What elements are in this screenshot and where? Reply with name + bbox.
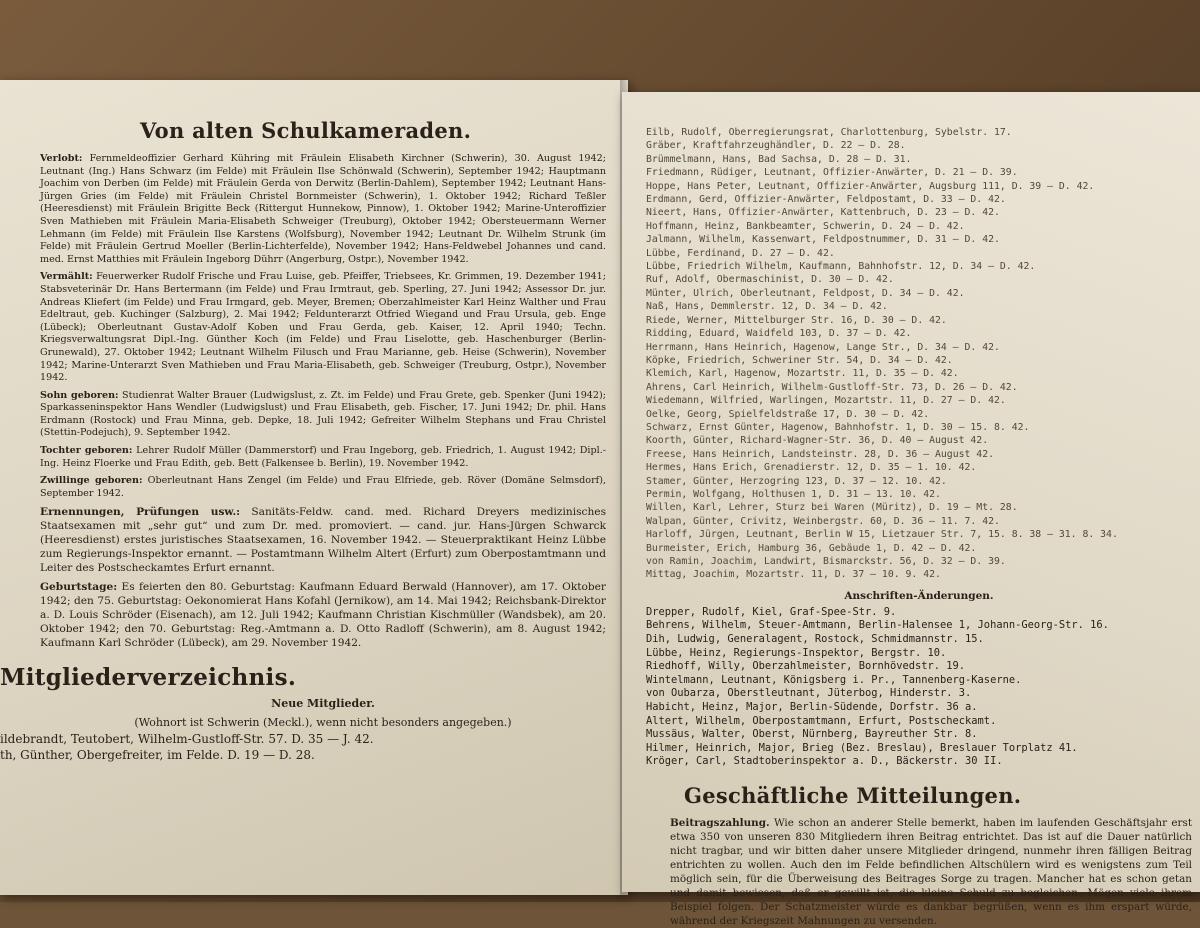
announcement-text: Oberleutnant Hans Zengel (im Felde) und Frau Elfriede, geb. Röver (Domäne Selmsdorf), September 1942. xyxy=(40,475,606,499)
address-changes-list xyxy=(646,606,1192,769)
roster-entry: Oelke, Georg, Spielfeldstraße 17, D. 30 — D. 42. xyxy=(646,408,930,420)
announcements-list xyxy=(40,153,606,650)
announcement-text: Feuerwerker Rudolf Frische und Frau Luise, geb. Pfeiffer, Triebsees, Kr. Grimmen, 19. Dezember 1941; Stabsveterinär Dr. Hans Bertermann (im Felde) und Frau Irmtraut, geb. Sperling, 27. Juni 1942; Assessor Dr. jur. Andreas Kliefert (im Felde) und Frau Irmgard, geb. Meyer, Bremen; Oberzahlmeister Karl Heinz Walther und Frau Edeltraut, geb. Kuchinger (Salzburg), 2. Mai 1942; Feldunterarzt Otfried Wiegand und Frau Ursula, geb. Enge (Lübeck); Oberleutnant Gustav-Adolf Koben und Frau Gerda, geb. Kaiser, 12. April 1940; Techn. Kriegsverwaltungsrat Dipl.-Ing. Günther Koch (im Felde) und Frau Liselotte, geb. Haschenburger (Berlin-Grunewald), 27. Oktober 1942; Leutnant Wilhelm Filusch und Frau Marianne, geb. Heise (Schwerin), November 1942; Marine-Unterarzt Sven Mathieben und Frau Maria-Elisabeth, geb. Schweiger (Treuburg, Ostpr.), November 1942. xyxy=(40,271,606,384)
roster-entry: Friedmann, Rüdiger, Leutnant, Offizier-Anwärter, D. 21 — D. 39. xyxy=(646,167,1018,179)
announcement-entry xyxy=(40,505,606,575)
roster-entry: Klemich, Karl, Hagenow, Mozartstr. 11, D. 35 — D. 42. xyxy=(646,368,959,380)
announcement-text: Fernmeldeoffizier Gerhard Kühring mit Fräulein Elisabeth Kirchner (Schwerin), 30. August 1942; Leutnant (Ing.) Hans Schwarz (im Felde) mit Fräulein Ilse Schönwald (Schwerin), September 1942; Hauptmann Joachim von Derben (im Felde) mit Fräulein Gerda von Derwitz (Berlin-Dahlem), September 1942; Leutnant Hans-Jürgen Gries (im Felde) mit Fräulein Christel Bornmeister (Schwerin), 1. Oktober 1942; Richard Teßler (Heeresdienst) mit Fräulein Brigitte Beck (Rittergut Hunnekow, Pinnow), 1. Oktober 1942; Marine-Unteroffizier Sven Mathieben mit Fräulein Maria-Elisabeth Schweiger (Treuburg), Oktober 1942; Obersteuermann Werner Lehmann (im Felde) mit Fräulein Ilse Karstens (Wolfsburg), November 1942; Leutnant Dr. Wilhelm Strunk (im Felde) mit Fräulein Gertrud Moeller (Berlin-Lichterfelde), November 1942; Hans-Feldwebel Johannes und cand. med. Ernst Matthies mit Fräulein Ingeborg Dührr (Angerburg, Ostpr.), November 1942. xyxy=(40,153,606,265)
roster-entry: Lübbe, Ferdinand, D. 27 — D. 42. xyxy=(646,247,835,259)
address-change-entry: Hilmer, Heinrich, Major, Brieg (Bez. Breslau), Breslauer Torplatz 41. xyxy=(646,741,1078,754)
roster-entry: Naß, Hans, Demmlerstr. 12, D. 34 — D. 42. xyxy=(646,301,888,313)
announcement-text: Es feierten den 80. Geburtstag: Kaufmann Eduard Berwald (Hannover), am 17. Oktober 1942; den 75. Geburtstag: Oekonomierat Hans Kofahl (Jernikow), am 14. Mai 1942; Reichsbank-Direktor a. D. Louis Schröder (Eisenach), am 12. Juli 1942; Kaufmann Christian Kischmüller (Wandsbek), am 20. Oktober 1942; den 70. Geburtstag: Reg.-Amtmann a. D. Otto Radloff (Schwerin), am 8. August 1942; Kaufmann Karl Schröder (Lübeck), am 29. November 1942. xyxy=(40,581,606,650)
roster-entry: Gräber, Kraftfahrzeughändler, D. 22 — D. 28. xyxy=(646,140,906,152)
roster-entry: Hermes, Hans Erich, Grenadierstr. 12, D. 35 — 1. 10. 42. xyxy=(646,462,977,474)
roster-entry: Jalmann, Wilhelm, Kassenwart, Feldpostnummer, D. 31 — D. 42. xyxy=(646,234,1000,246)
announcement-entry xyxy=(40,153,606,266)
announcement-label: Sohn geboren: xyxy=(40,389,119,401)
roster-entry: Walpan, Günter, Crivitz, Weinbergstr. 60, D. 36 — 11. 7. 42. xyxy=(646,515,1000,527)
roster-entry: Ruf, Adolf, Obermaschinist, D. 30 — D. 42. xyxy=(646,274,894,286)
business-notices-heading: Geschäftliche Mitteilungen. xyxy=(684,782,1022,808)
address-change-entry: Wintelmann, Leutnant, Königsberg i. Pr., Tannenberg-Kaserne. xyxy=(646,673,1022,686)
contribution-label: Beitragszahlung. xyxy=(670,816,770,829)
address-change-entry: Drepper, Rudolf, Kiel, Graf-Spee-Str. 9. xyxy=(646,605,897,618)
address-change-entry: von Oubarza, Oberstleutnant, Jüterbog, Hinderstr. 3. xyxy=(646,687,972,700)
residence-note: (Wohnort ist Schwerin (Meckl.), wenn nicht besonders angegeben.) xyxy=(134,716,512,730)
announcement-label: Zwillinge geboren: xyxy=(40,475,143,487)
roster-entry: Burmeister, Erich, Hamburg 36, Gebäude 1, D. 42 — D. 42. xyxy=(646,542,977,554)
roster-entry: Ridding, Eduard, Waidfeld 103, D. 37 — D. 42. xyxy=(646,328,912,340)
announcement-entry xyxy=(40,445,606,470)
announcement-label: Vermählt: xyxy=(40,271,93,283)
roster-entry: Nieert, Hans, Offizier-Anwärter, Kattenbruch, D. 23 — D. 42. xyxy=(646,207,1000,219)
new-members-list xyxy=(0,731,606,763)
right-page xyxy=(622,92,1200,927)
roster-entry: Köpke, Friedrich, Schweriner Str. 54, D. 34 — D. 42. xyxy=(646,354,953,366)
roster-entry: Hoffmann, Heinz, Bankbeamter, Schwerin, D. 24 — D. 42. xyxy=(646,220,965,232)
roster-entry: Hoppe, Hans Peter, Leutnant, Offizier-Anwärter, Augsburg 111, D. 39 — D. 42. xyxy=(646,180,1095,192)
roster-entry: Herrmann, Hans Heinrich, Hagenow, Lange Str., D. 34 — D. 42. xyxy=(646,341,1000,353)
roster-entry: Eilb, Rudolf, Oberregierungsrat, Charlottenburg, Sybelstr. 17. xyxy=(646,127,1012,138)
member-entry: ildebrandt, Teutobert, Wilhelm-Gustloff-Str. 57. D. 35 — J. 42. xyxy=(0,732,374,747)
announcement-label: Geburtstage: xyxy=(40,581,118,594)
contribution-paragraph xyxy=(670,816,1192,928)
roster-entry: Wiedemann, Wilfried, Warlingen, Mozartstr. 11, D. 27 — D. 42. xyxy=(646,395,1006,407)
address-changes-heading: Anschriften-Änderungen. xyxy=(844,589,994,602)
new-members-subheading: Neue Mitglieder. xyxy=(271,697,375,711)
school-friends-heading: Von alten Schulkameraden. xyxy=(140,118,472,143)
member-entry: th, Günther, Obergefreiter, im Felde. D. 19 — D. 28. xyxy=(0,748,315,763)
address-change-entry: Lübbe, Heinz, Regierungs-Inspektor, Bergstr. 10. xyxy=(646,646,947,659)
announcement-entry xyxy=(40,580,606,650)
roster-entry: Harloff, Jürgen, Leutnant, Berlin W 15, Lietzauer Str. 7, 15. 8. 38 — 31. 8. 34. xyxy=(646,529,1118,541)
announcement-entry xyxy=(40,271,606,384)
left-page xyxy=(0,80,628,895)
announcement-entry xyxy=(40,390,606,440)
roster-entry: von Ramin, Joachim, Landwirt, Bismarckstr. 56, D. 32 — D. 39. xyxy=(646,556,1006,567)
member-roster xyxy=(646,126,1192,582)
announcement-label: Verlobt: xyxy=(40,153,83,164)
roster-entry: Freese, Hans Heinrich, Landsteinstr. 28, D. 36 — August 42. xyxy=(646,448,994,460)
roster-entry: Erdmann, Gerd, Offizier-Anwärter, Feldpostamt, D. 33 — D. 42. xyxy=(646,194,1006,206)
roster-entry: Stamer, Günter, Herzogring 123, D. 37 — 12. 10. 42. xyxy=(646,475,947,487)
roster-entry: Willen, Karl, Lehrer, Sturz bei Waren (Müritz), D. 19 — Mt. 28. xyxy=(646,502,1018,514)
announcement-label: Ernennungen, Prüfungen usw.: xyxy=(40,506,241,519)
roster-entry: Mittag, Joachim, Mozartstr. 11, D. 37 — 10. 9. 42. xyxy=(646,569,941,581)
announcement-text: Studienrat Walter Brauer (Ludwigslust, z. Zt. im Felde) und Frau Grete, geb. Spenker (Juni 1942); Sparkasseninspektor Hans Wendler (Ludwigslust) und Frau Elisabeth, geb. Fischer, 17. Juni 1942; Dr. phil. Hans Erdmann (Rostock) und Frau Minna, geb. Depke, 18. Juli 1942; Gefreiter Wilhelm Stephans und Frau Christel (Stettin-Podejuch), 9. September 1942. xyxy=(40,389,606,439)
address-change-entry: Dih, Ludwig, Generalagent, Rostock, Schmidmannstr. 15. xyxy=(646,633,984,645)
roster-entry: Riede, Werner, Mittelburger Str. 16, D. 30 — D. 42. xyxy=(646,314,947,326)
announcement-label: Tochter geboren: xyxy=(40,445,133,457)
roster-entry: Münter, Ulrich, Oberleutnant, Feldpost, D. 34 — D. 42. xyxy=(646,287,965,299)
roster-entry: Lübbe, Friedrich Wilhelm, Kaufmann, Bahnhofstr. 12, D. 34 — D. 42. xyxy=(646,261,1036,273)
announcement-text: Sanitäts-Feldw. cand. med. Richard Dreyers medizinisches Staatsexamen mit „sehr gut“ und zum Dr. med. promoviert. — cand. jur. Hans-Jürgen Schwarck (Heeresdienst) erstes juristisches Staatsexamen, 16. November 1942. — Steuerpraktikant Heinz Lübbe zum Regierungs-Inspektor ernannt. — Postamtmann Wilhelm Altert (Erfurt) zum Oberpostamtmann und Leiter des Postscheckamtes Erfurt ernannt. xyxy=(40,506,607,575)
address-change-entry: Riedhoff, Willy, Oberzahlmeister, Bornhövedstr. 19. xyxy=(646,660,966,673)
address-change-entry: Behrens, Wilhelm, Steuer-Amtmann, Berlin-Halensee 1, Johann-Georg-Str. 16. xyxy=(646,619,1109,632)
roster-entry: Koorth, Günter, Richard-Wagner-Str. 36, D. 40 — August 42. xyxy=(646,435,989,447)
announcement-entry xyxy=(40,475,606,500)
roster-entry: Brümmelmann, Hans, Bad Sachsa, D. 28 — D. 31. xyxy=(646,153,912,165)
address-change-entry: Altert, Wilhelm, Oberpostamtmann, Erfurt, Postscheckamt. xyxy=(646,714,997,727)
roster-entry: Ahrens, Carl Heinrich, Wilhelm-Gustloff-Str. 73, D. 26 — D. 42. xyxy=(646,381,1018,393)
address-change-entry: Mussäus, Walter, Oberst, Nürnberg, Bayreuther Str. 8. xyxy=(646,728,978,741)
member-directory-heading: Mitgliederverzeichnis. xyxy=(0,664,297,692)
contribution-text: Wie schon an anderer Stelle bemerkt, haben im laufenden Geschäftsjahr erst etwa 350 von unseren 830 Mitgliedern ihren Beitrag entrichtet. Das ist auf die Dauer natürlich nicht tragbar, und wir bitten daher unsere Mitglieder dringend, nunmehr ihren fälligen Beitrag entrichten zu wollen. Auch den im Felde befindlichen Altschülern wird es wenigstens zum Teil möglich sein, für die Überweisung des Beitrages Sorge zu tragen. Mancher hat es schon getan und damit bewiesen, daß er gewillt ist, die kleine Schuld zu begleichen. Mögen viele ihrem Beispiel folgen. Der Schatzmeister würde es dankbar begrüßen, wenn es ihm erspart würde, während der Kriegszeit Mahnungen zu versenden. xyxy=(670,816,1192,927)
address-change-entry: Habicht, Heinz, Major, Berlin-Südende, Dorfstr. 36 a. xyxy=(646,700,978,713)
announcement-text: Lehrer Rudolf Müller (Dammerstorf) und Frau Ingeborg, geb. Friedrich, 1. August 1942; Dipl.-Ing. Heinz Floerke und Frau Edith, geb. Bett (Falkensee b. Berlin), 19. November 1942. xyxy=(40,445,606,469)
address-change-entry: Kröger, Carl, Stadtoberinspektor a. D., Bäckerstr. 30 II. xyxy=(646,755,1003,768)
roster-entry: Permin, Wolfgang, Holthusen 1, D. 31 — 13. 10. 42. xyxy=(646,488,941,500)
roster-entry: Schwarz, Ernst Günter, Hagenow, Bahnhofstr. 1, D. 30 — 15. 8. 42. xyxy=(646,421,1030,433)
